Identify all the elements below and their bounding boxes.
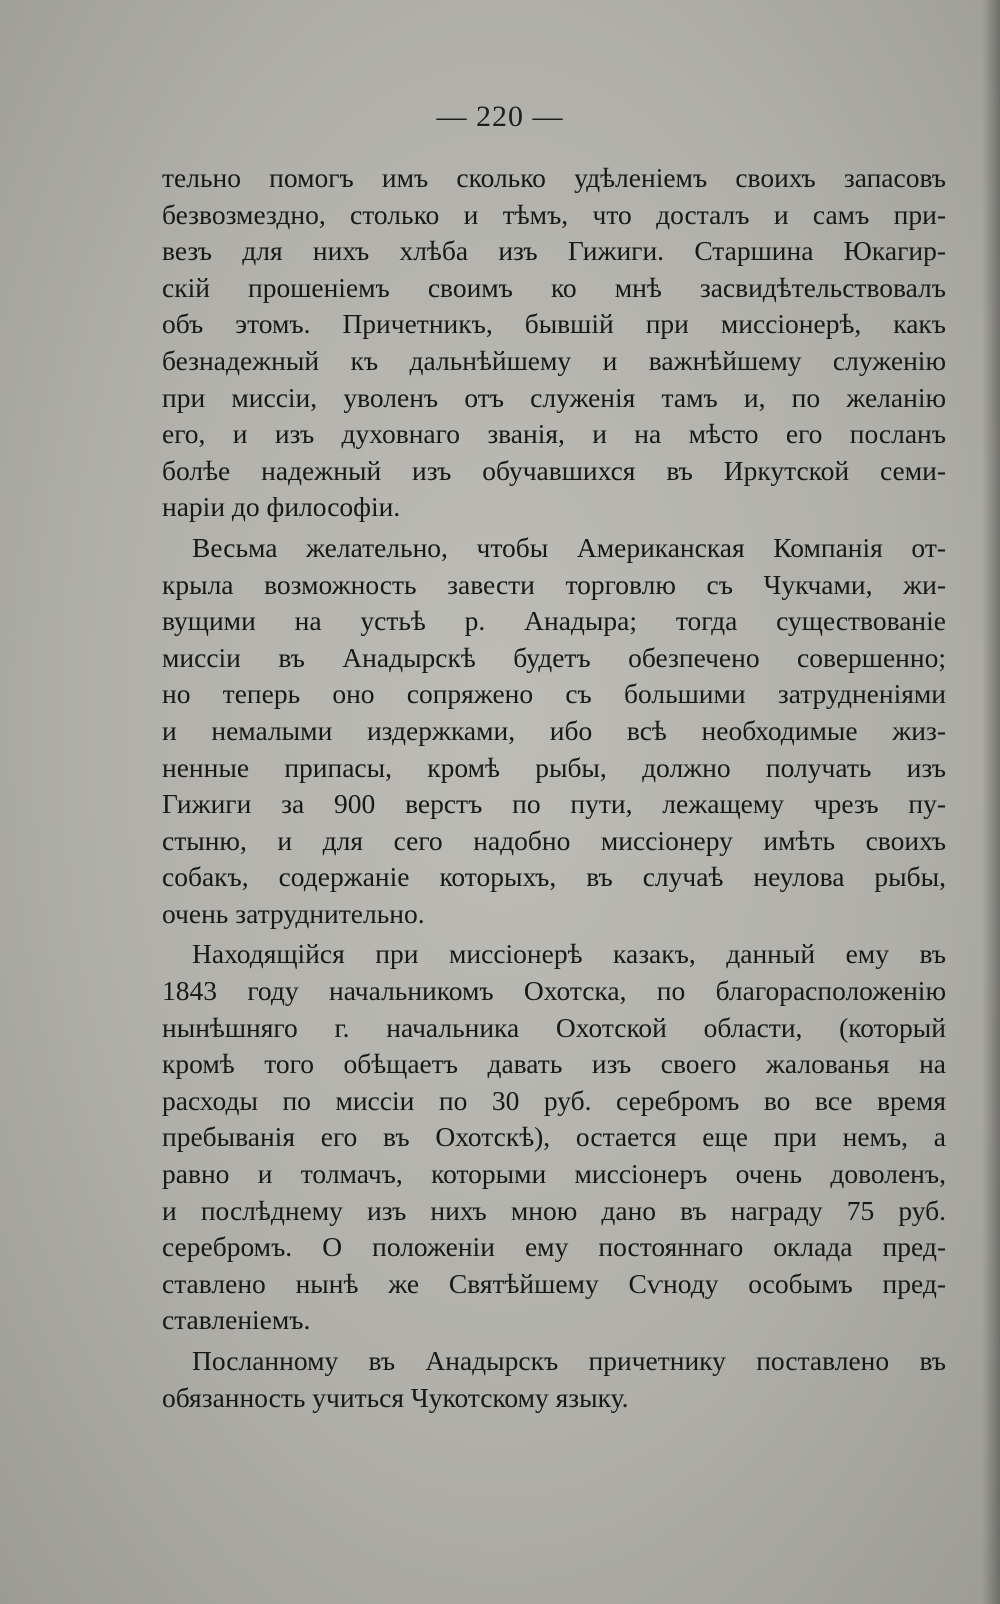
text-line: Посланному въ Анадырскъ причетнику поставлено въ [192, 1345, 946, 1376]
text-line: расходы по миссіи по 30 руб. серебромъ во все время [162, 1084, 946, 1116]
text-line: ненные припасы, кромѣ рыбы, должно получать изъ [162, 751, 946, 783]
text-line: ставленіемъ. [162, 1304, 311, 1336]
text-line: его, и изъ духовнаго званія, и на мѣсто его посланъ [162, 418, 946, 450]
text-line: скій прошеніемъ своимъ ко мнѣ засвидѣтельствовалъ [162, 271, 946, 303]
paragraph-4 [162, 1343, 946, 1416]
text-line: собакъ, содержаніе которыхъ, въ случаѣ неулова рыбы, [162, 861, 946, 893]
paragraph-3 [162, 936, 946, 1339]
page-edge-shadow [982, 0, 1000, 1604]
text-line: серебромъ. О положеніи ему постояннаго оклада пред- [162, 1231, 946, 1263]
text-line: кромѣ того обѣщаетъ давать изъ своего жалованья на [162, 1048, 946, 1080]
text-line: везъ для нихъ хлѣба изъ Гижиги. Старшина Юкагир- [162, 235, 946, 267]
text-line: но теперь оно сопряжено съ большими затрудненіями [162, 678, 946, 710]
text-line: наріи до философіи. [162, 491, 401, 523]
text-line: миссіи въ Анадырскѣ будетъ обезпечено совершенно; [162, 641, 946, 673]
text-line: вущими на устьѣ р. Анадыра; тогда существованіе [162, 605, 946, 637]
paragraph-2 [162, 530, 946, 933]
text-line: безвозмездно, столько и тѣмъ, что досталъ и самъ при- [162, 198, 946, 230]
text-line: и послѣднему изъ нихъ мною дано въ награду 75 руб. [162, 1194, 946, 1226]
text-line: очень затруднительно. [162, 897, 425, 929]
text-line: безнадежный къ дальнѣйшему и важнѣйшему служенію [162, 344, 946, 376]
text-line: Находящійся при миссіонерѣ казакъ, данный ему въ [192, 938, 946, 970]
text-line: равно и толмачъ, которыми миссіонеръ очень доволенъ, [162, 1158, 946, 1190]
text-line: стыню, и для сего надобно миссіонеру имѣть своихъ [162, 824, 946, 856]
text-line: крыла возможность завести торговлю съ Чукчами, жи- [162, 568, 946, 600]
text-line: нынѣшняго г. начальника Охотской области, (который [162, 1011, 946, 1043]
text-line: пребыванія его въ Охотскѣ), остается еще при немъ, а [162, 1121, 946, 1153]
text-line: 1843 году начальникомъ Охотска, по благорасположенію [162, 975, 946, 1007]
text-line: объ этомъ. Причетникъ, бывшій при миссіонерѣ, какъ [162, 308, 946, 340]
text-line: Гижиги за 900 верстъ по пути, лежащему чрезъ пу- [162, 788, 946, 820]
body-text [162, 160, 946, 1416]
text-line: тельно помогъ имъ сколько удѣленіемъ своихъ запасовъ [162, 162, 946, 193]
text-line: Весьма желательно, чтобы Американская Компанія от- [192, 531, 946, 563]
text-line: и немалыми издержками, ибо всѣ необходимые жиз- [162, 714, 946, 746]
text-line: при миссіи, уволенъ отъ служенія тамъ и, по желанію [162, 381, 946, 413]
text-line: ставлено нынѣ же Святѣйшему Сѵноду особымъ пред- [162, 1267, 946, 1299]
paragraph-1 [162, 160, 946, 526]
text-line: болѣе надежный изъ обучавшихся въ Иркутской семи- [162, 454, 946, 486]
page-number: — 220 — [436, 100, 564, 133]
text-line: обязанность учиться Чукотскому языку. [162, 1381, 629, 1413]
